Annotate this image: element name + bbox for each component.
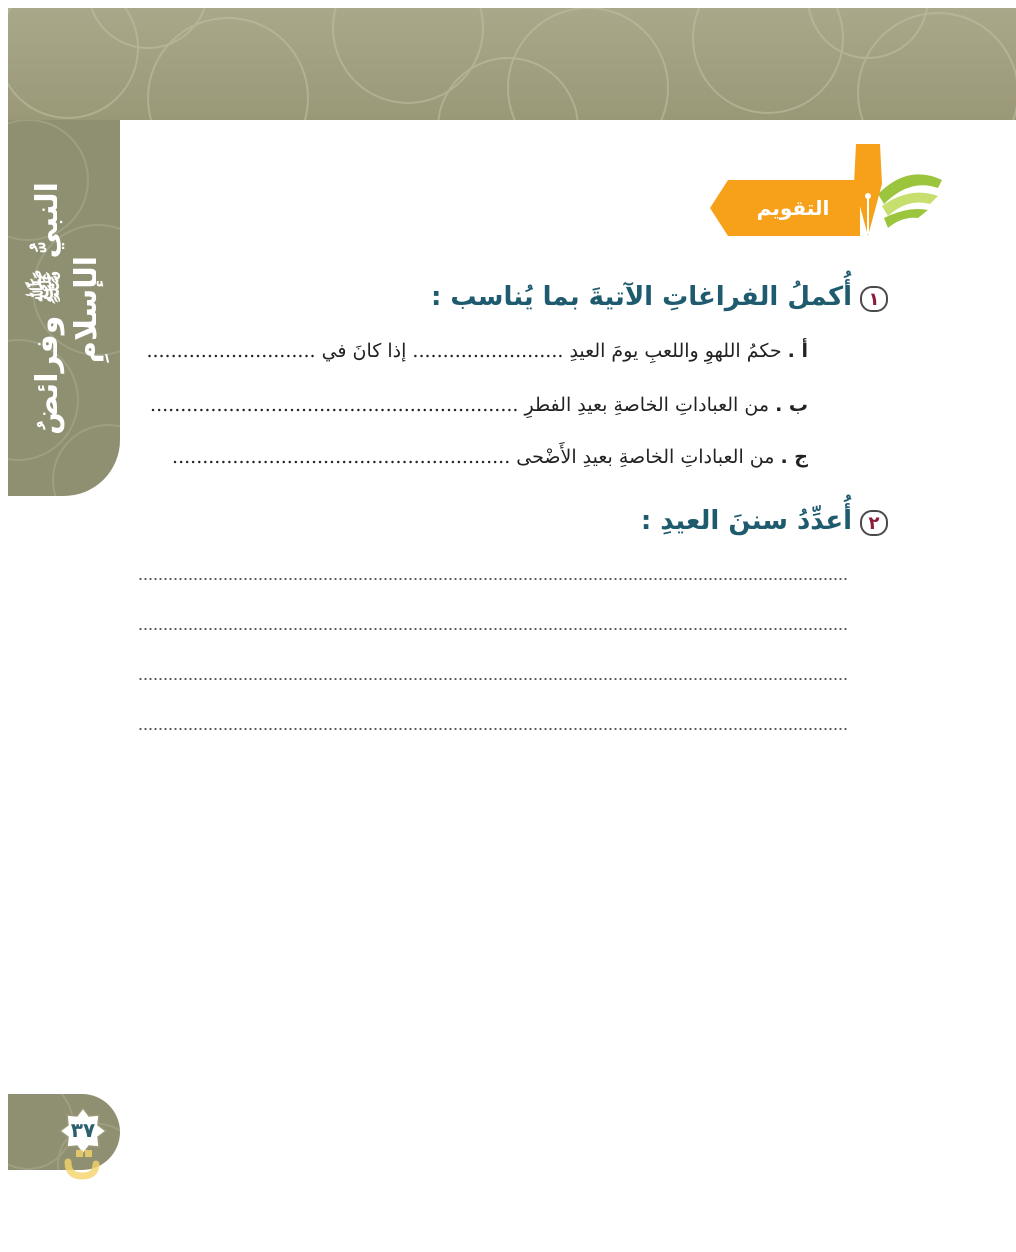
- item-letter: ج .: [780, 446, 808, 468]
- header-band: [8, 8, 1016, 120]
- question-title: أُكملُ الفراغاتِ الآتيةَ بما يُناسب :: [430, 282, 852, 312]
- pen-book-icon: [838, 144, 948, 242]
- section-badge-label: التقويم: [756, 196, 830, 220]
- publisher-logo-icon: [62, 1146, 102, 1182]
- item-letter: ب .: [775, 394, 808, 416]
- answer-line[interactable]: [138, 628, 848, 630]
- fill-in-item: [150, 394, 808, 416]
- page-number: ٣٧: [70, 1118, 96, 1142]
- item-text: من العباداتِ الخاصةِ بعيدِ الفطرِ .............................................................: [150, 394, 770, 416]
- fill-in-item: [172, 446, 808, 468]
- question-title: أُعدِّدُ سننَ العيدِ :: [640, 506, 852, 536]
- answer-line[interactable]: [138, 678, 848, 680]
- item-letter: أ .: [787, 340, 808, 362]
- chapter-sidebar: [8, 120, 120, 496]
- answer-line[interactable]: [138, 578, 848, 580]
- question-number-badge: ٢: [860, 510, 888, 536]
- item-text: من العباداتِ الخاصةِ بعيدِ الأَضْحى ........................................................: [172, 446, 775, 468]
- item-text: حكمُ اللهوِ واللعبِ يومَ العيدِ ......................... إذا كانَ في ............................: [146, 340, 782, 362]
- chapter-title: النبيُّ ﷺ وفرائضُ الإسلامِ: [30, 182, 104, 436]
- pattern-ornament: [8, 8, 1016, 120]
- question-number-badge: ١: [860, 286, 888, 312]
- answer-line[interactable]: [138, 728, 848, 730]
- fill-in-item: [146, 340, 808, 362]
